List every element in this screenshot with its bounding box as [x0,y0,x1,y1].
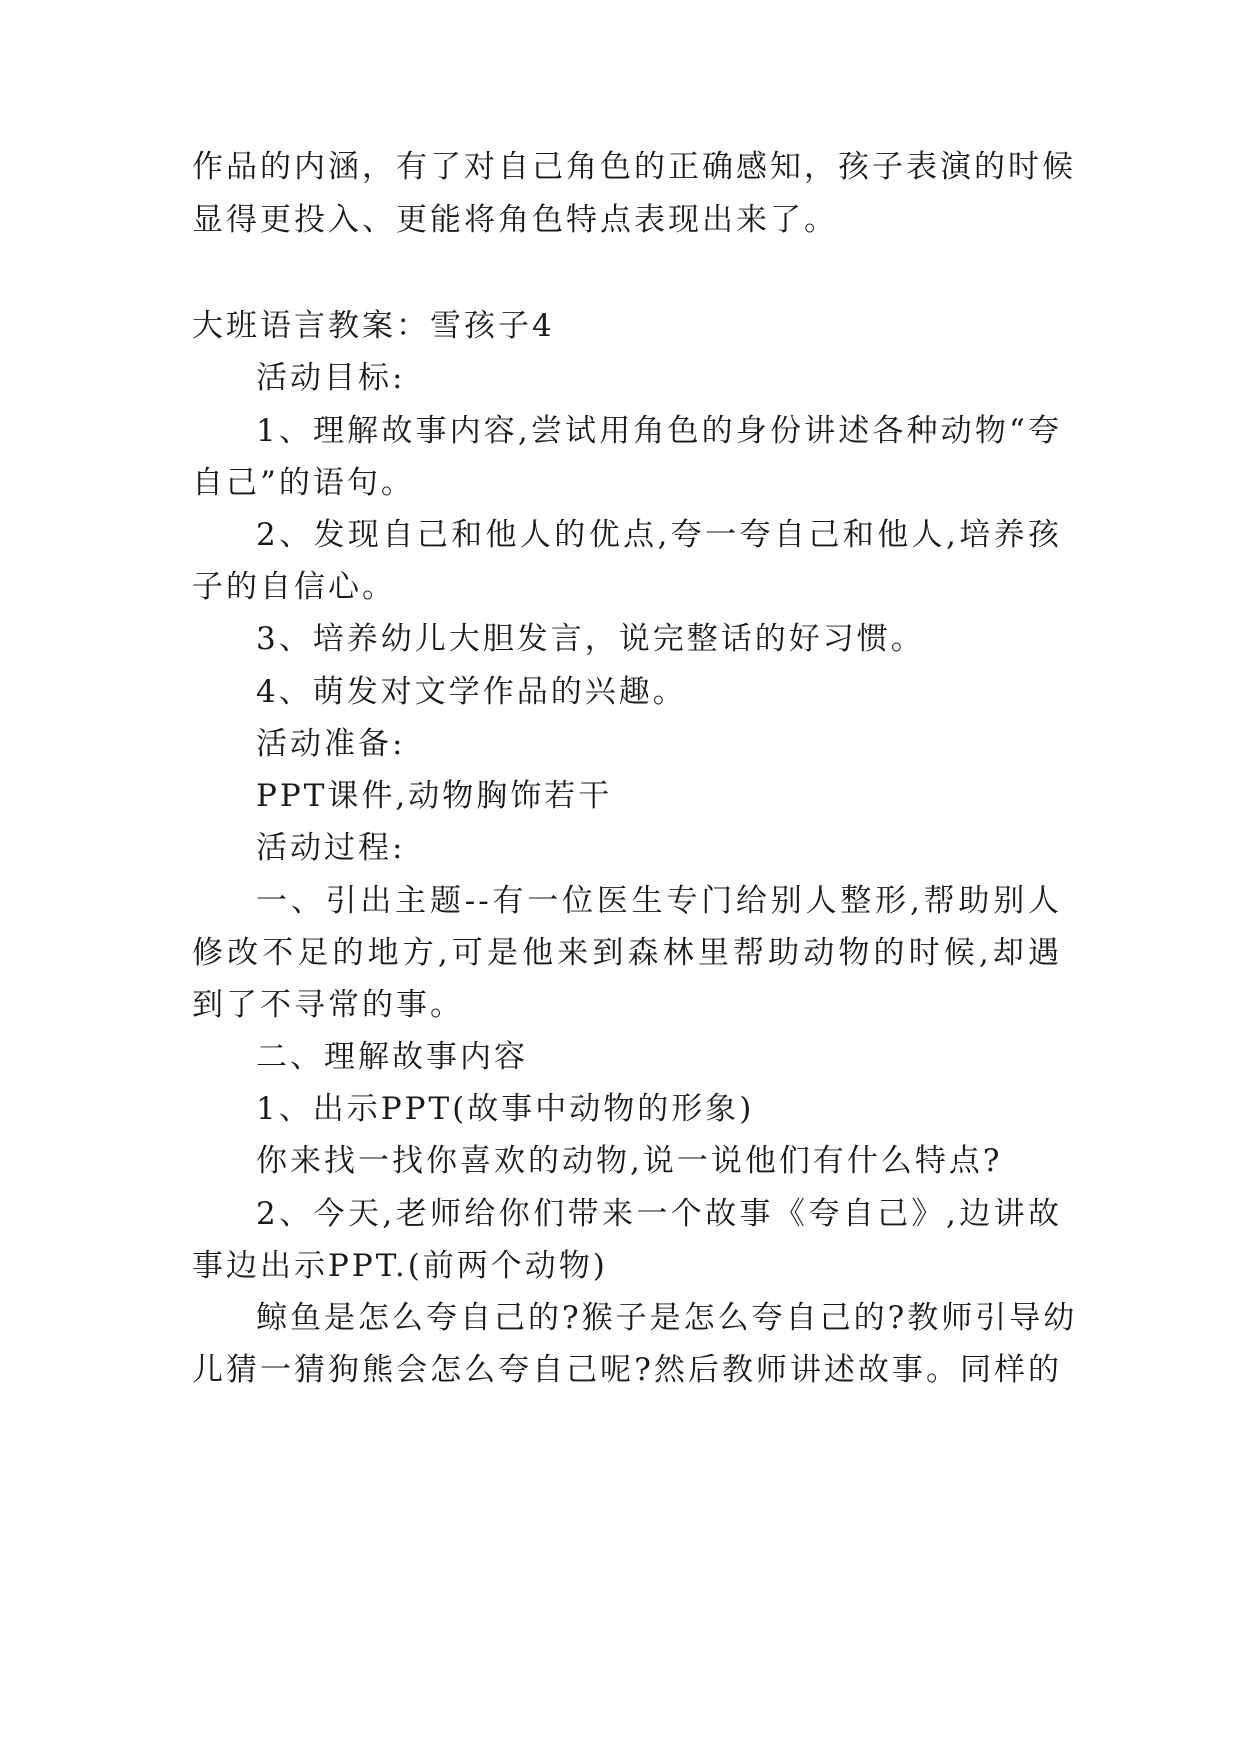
paragraph-line: 你来找一找你喜欢的动物,说一说他们有什么特点? [256,1143,1003,1179]
paragraph-line: 事边出示PPT.(前两个动物) [192,1248,608,1284]
paragraph-line: 二、理解故事内容 [256,1039,528,1075]
paragraph-line: 1、理解故事内容,尝试用角色的身份讲述各种动物“夸 [256,413,1062,449]
paragraph-line: 3、培养幼儿大胆发言，说完整话的好习惯。 [256,621,925,657]
paragraph-line: 鲸鱼是怎么夸自己的?猴子是怎么夸自己的?教师引导幼 [256,1300,1078,1336]
paragraph-line: 作品的内涵，有了对自己角色的正确感知，孩子表演的时候 [192,149,1076,185]
paragraph-line: 到了不寻常的事。 [192,987,464,1023]
paragraph-line: 1、出示PPT(故事中动物的形象) [256,1091,755,1127]
paragraph-line: 2、发现自己和他人的优点,夸一夸自己和他人,培养孩 [256,517,1062,553]
paragraph-line: 儿猜一猜狗熊会怎么夸自己呢?然后教师讲述故事。同样的 [192,1352,1062,1388]
paragraph-line: PPT课件,动物胸饰若干 [256,778,613,814]
paragraph-line: 修改不足的地方,可是他来到森林里帮助动物的时候,却遇 [192,935,1062,971]
heading-activity-goals: 活动目标: [256,360,406,396]
paragraph-line: 自己”的语句。 [192,465,415,501]
heading-activity-process: 活动过程: [256,830,406,866]
paragraph-line: 子的自信心。 [192,569,396,605]
paragraph-line: 4、萌发对文学作品的兴趣。 [256,674,687,710]
paragraph-line: 一、引出主题--有一位医生专门给别人整形,帮助别人 [256,883,1062,919]
paragraph-line: 显得更投入、更能将角色特点表现出来了。 [192,202,838,238]
paragraph-line: 2、今天,老师给你们带来一个故事《夸自己》,边讲故 [256,1196,1062,1232]
section-title: 大班语言教案：雪孩子4 [192,308,555,344]
heading-activity-prep: 活动准备: [256,726,406,762]
